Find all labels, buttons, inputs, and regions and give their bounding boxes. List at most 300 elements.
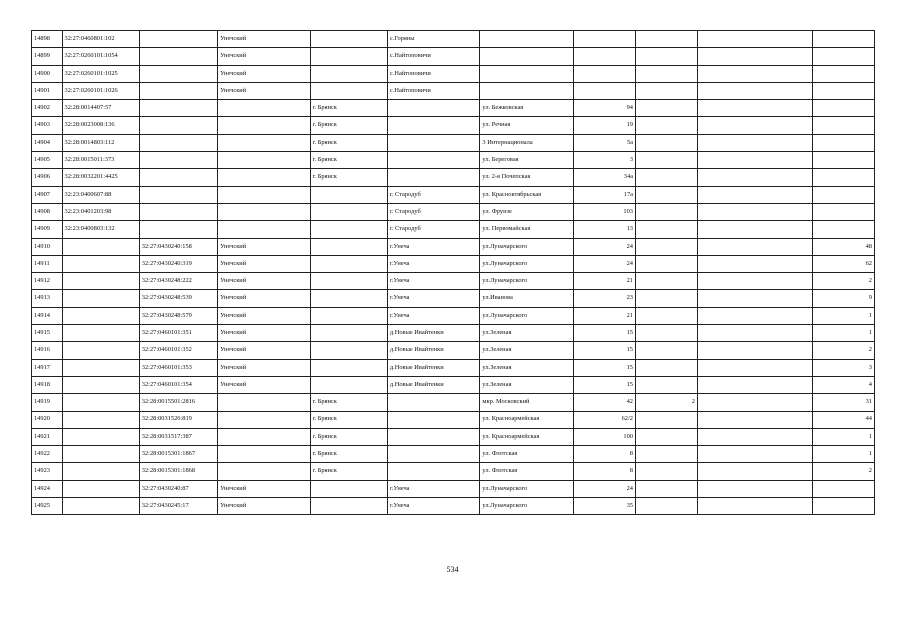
cell-extra xyxy=(698,169,813,186)
cell-apartment xyxy=(812,203,874,220)
cell-building xyxy=(635,463,697,480)
cell-apartment xyxy=(812,31,874,48)
cell-building xyxy=(635,134,697,151)
cell-city xyxy=(310,325,387,342)
cell-street: ул. Красноктябрьская xyxy=(480,186,574,203)
cell-apartment xyxy=(812,65,874,82)
cell-building xyxy=(635,255,697,272)
cell-cadastral-number-2: 32:27:0430248:579 xyxy=(139,307,217,324)
cell-apartment: 2 xyxy=(812,273,874,290)
cell-record-number: 14908 xyxy=(32,203,63,220)
cell-house: 62/2 xyxy=(573,411,635,428)
cell-extra xyxy=(698,480,813,497)
cell-street: ул.Луначарского xyxy=(480,480,574,497)
cell-house: 34а xyxy=(573,169,635,186)
cell-city xyxy=(310,498,387,515)
cell-cadastral-number xyxy=(62,307,139,324)
cell-settlement: г.Унеча xyxy=(387,238,480,255)
cell-street: ул.Луначарского xyxy=(480,273,574,290)
cell-building xyxy=(635,169,697,186)
cell-apartment: 2 xyxy=(812,342,874,359)
cell-district: Унечский xyxy=(218,342,311,359)
cell-record-number: 14899 xyxy=(32,48,63,65)
cell-street: ул. Красноармейская xyxy=(480,428,574,445)
cell-settlement xyxy=(387,411,480,428)
cell-cadastral-number: 32:27:0260101:1025 xyxy=(62,65,139,82)
cell-street: ул.Луначарского xyxy=(480,238,574,255)
cell-cadastral-number: 32:28:0014407:57 xyxy=(62,100,139,117)
cell-cadastral-number: 32:23:0400607:88 xyxy=(62,186,139,203)
cell-apartment xyxy=(812,186,874,203)
cell-city xyxy=(310,359,387,376)
cell-street: ул.Зеленая xyxy=(480,359,574,376)
cell-record-number: 14924 xyxy=(32,480,63,497)
cell-house: 13 xyxy=(573,221,635,238)
cell-district: Унечский xyxy=(218,290,311,307)
cell-building xyxy=(635,82,697,99)
cell-record-number: 14911 xyxy=(32,255,63,272)
cell-street: ул.Иванова xyxy=(480,290,574,307)
cell-settlement xyxy=(387,394,480,411)
cell-district: Унечский xyxy=(218,255,311,272)
cell-settlement: г.Унеча xyxy=(387,307,480,324)
cell-cadastral-number: 32:28:0023008:136 xyxy=(62,117,139,134)
cell-cadastral-number-2: 32:27:0460101:351 xyxy=(139,325,217,342)
cell-cadastral-number-2 xyxy=(139,169,217,186)
cell-building xyxy=(635,290,697,307)
cell-cadastral-number xyxy=(62,255,139,272)
cell-apartment xyxy=(812,480,874,497)
table-row xyxy=(32,307,875,324)
cell-street: ул. Флотская xyxy=(480,446,574,463)
cell-street: ул. Красноармейская xyxy=(480,411,574,428)
cell-settlement: г.Унеча xyxy=(387,498,480,515)
table-row xyxy=(32,480,875,497)
cell-cadastral-number-2 xyxy=(139,100,217,117)
cell-cadastral-number-2 xyxy=(139,186,217,203)
table-row xyxy=(32,463,875,480)
cell-street: ул. Береговая xyxy=(480,152,574,169)
cell-house: 94 xyxy=(573,100,635,117)
cell-settlement xyxy=(387,446,480,463)
table-row xyxy=(32,411,875,428)
cell-cadastral-number xyxy=(62,238,139,255)
cell-house: 3 xyxy=(573,152,635,169)
cell-record-number: 14903 xyxy=(32,117,63,134)
cell-settlement: д.Новые Ивайтенки xyxy=(387,342,480,359)
cell-settlement: г. Стародуб xyxy=(387,203,480,220)
cell-district xyxy=(218,394,311,411)
cell-building xyxy=(635,31,697,48)
cell-building xyxy=(635,446,697,463)
cell-cadastral-number xyxy=(62,394,139,411)
cell-district xyxy=(218,117,311,134)
cell-house xyxy=(573,48,635,65)
cell-street xyxy=(480,82,574,99)
cell-cadastral-number-2: 32:27:0430248:539 xyxy=(139,290,217,307)
page-number: 534 xyxy=(446,565,459,574)
cell-district xyxy=(218,463,311,480)
cell-cadastral-number-2 xyxy=(139,48,217,65)
cell-cadastral-number-2: 32:28:0031526:819 xyxy=(139,411,217,428)
cell-building xyxy=(635,411,697,428)
cell-city xyxy=(310,290,387,307)
cell-cadastral-number: 32:23:0400803:132 xyxy=(62,221,139,238)
cell-building xyxy=(635,152,697,169)
cell-house: 21 xyxy=(573,307,635,324)
cell-apartment: 44 xyxy=(812,411,874,428)
cell-house: 15 xyxy=(573,376,635,393)
cell-street: ул.Зеленая xyxy=(480,325,574,342)
cell-cadastral-number: 32:27:0260101:1026 xyxy=(62,82,139,99)
cell-district xyxy=(218,134,311,151)
cell-apartment: 62 xyxy=(812,255,874,272)
cell-cadastral-number xyxy=(62,446,139,463)
cell-cadastral-number: 32:28:0015011:373 xyxy=(62,152,139,169)
cell-apartment xyxy=(812,100,874,117)
cell-cadastral-number xyxy=(62,290,139,307)
cell-apartment: 48 xyxy=(812,238,874,255)
cell-building xyxy=(635,342,697,359)
cell-record-number: 14922 xyxy=(32,446,63,463)
cell-apartment: 31 xyxy=(812,394,874,411)
cell-record-number: 14916 xyxy=(32,342,63,359)
cell-house xyxy=(573,31,635,48)
cell-district xyxy=(218,428,311,445)
cell-street: ул. Бежковская xyxy=(480,100,574,117)
cell-district: Унечский xyxy=(218,325,311,342)
cell-settlement: г. Стародуб xyxy=(387,221,480,238)
cell-city xyxy=(310,186,387,203)
table-row xyxy=(32,152,875,169)
cell-city xyxy=(310,273,387,290)
cell-settlement xyxy=(387,428,480,445)
cell-record-number: 14923 xyxy=(32,463,63,480)
cell-street: мкр. Московский xyxy=(480,394,574,411)
cell-apartment xyxy=(812,134,874,151)
table-row xyxy=(32,100,875,117)
cell-cadastral-number-2: 32:28:0031517:387 xyxy=(139,428,217,445)
cell-record-number: 14905 xyxy=(32,152,63,169)
cell-settlement: с.Найтоповичи xyxy=(387,82,480,99)
cell-district xyxy=(218,221,311,238)
cell-house: 17а xyxy=(573,186,635,203)
cell-house: 24 xyxy=(573,238,635,255)
cell-house: 100 xyxy=(573,428,635,445)
cell-house: 15 xyxy=(573,359,635,376)
cell-settlement: г.Унеча xyxy=(387,480,480,497)
cell-city xyxy=(310,82,387,99)
cell-building xyxy=(635,428,697,445)
cell-apartment: 9 xyxy=(812,290,874,307)
cell-extra xyxy=(698,290,813,307)
cell-apartment: 4 xyxy=(812,376,874,393)
cell-record-number: 14919 xyxy=(32,394,63,411)
cell-district: Унечский xyxy=(218,48,311,65)
cell-extra xyxy=(698,307,813,324)
cell-building xyxy=(635,359,697,376)
cell-cadastral-number xyxy=(62,498,139,515)
cell-city: г. Брянск xyxy=(310,134,387,151)
cell-cadastral-number-2: 32:28:0015301:1867 xyxy=(139,446,217,463)
cell-building: 2 xyxy=(635,394,697,411)
table-row xyxy=(32,203,875,220)
cell-building xyxy=(635,376,697,393)
cell-house: 21 xyxy=(573,273,635,290)
cell-cadastral-number xyxy=(62,273,139,290)
cell-street xyxy=(480,48,574,65)
cell-cadastral-number-2: 32:27:0460101:354 xyxy=(139,376,217,393)
cell-house: 103 xyxy=(573,203,635,220)
cell-extra xyxy=(698,48,813,65)
cell-building xyxy=(635,100,697,117)
cell-building xyxy=(635,480,697,497)
cell-district: Унечский xyxy=(218,359,311,376)
cell-extra xyxy=(698,221,813,238)
cell-house: 42 xyxy=(573,394,635,411)
cell-building xyxy=(635,48,697,65)
cell-city: г. Брянск xyxy=(310,394,387,411)
cell-cadastral-number: 32:28:0032201:4425 xyxy=(62,169,139,186)
cell-record-number: 14915 xyxy=(32,325,63,342)
table-row xyxy=(32,325,875,342)
cell-building xyxy=(635,65,697,82)
table-row xyxy=(32,221,875,238)
cell-cadastral-number: 32:27:0460801:102 xyxy=(62,31,139,48)
cell-city xyxy=(310,342,387,359)
cell-settlement: г.Унеча xyxy=(387,290,480,307)
cell-house: 8 xyxy=(573,446,635,463)
cell-extra xyxy=(698,134,813,151)
cell-extra xyxy=(698,117,813,134)
cell-city: г. Брянск xyxy=(310,463,387,480)
cell-house: 24 xyxy=(573,480,635,497)
cell-extra xyxy=(698,31,813,48)
cell-city: г. Брянск xyxy=(310,152,387,169)
cell-cadastral-number-2 xyxy=(139,134,217,151)
cell-district: Унечский xyxy=(218,238,311,255)
cell-record-number: 14909 xyxy=(32,221,63,238)
table-row xyxy=(32,238,875,255)
cell-record-number: 14902 xyxy=(32,100,63,117)
table-row xyxy=(32,359,875,376)
cell-apartment xyxy=(812,498,874,515)
cell-city xyxy=(310,238,387,255)
cell-district: Унечский xyxy=(218,82,311,99)
cell-house xyxy=(573,65,635,82)
cell-city xyxy=(310,48,387,65)
cell-cadastral-number xyxy=(62,411,139,428)
cell-record-number: 14906 xyxy=(32,169,63,186)
cell-city xyxy=(310,307,387,324)
records-table xyxy=(31,30,875,515)
table-row xyxy=(32,169,875,186)
cell-building xyxy=(635,221,697,238)
cell-cadastral-number-2: 32:27:0430245:17 xyxy=(139,498,217,515)
cell-record-number: 14900 xyxy=(32,65,63,82)
table-row xyxy=(32,498,875,515)
cell-cadastral-number-2: 32:27:0460101:353 xyxy=(139,359,217,376)
cell-record-number: 14917 xyxy=(32,359,63,376)
cell-extra xyxy=(698,376,813,393)
cell-city xyxy=(310,203,387,220)
cell-building xyxy=(635,325,697,342)
cell-cadastral-number-2: 32:27:0430240:87 xyxy=(139,480,217,497)
cell-building xyxy=(635,307,697,324)
cell-cadastral-number-2 xyxy=(139,65,217,82)
cell-district: Унечский xyxy=(218,480,311,497)
cell-house: 24 xyxy=(573,255,635,272)
cell-cadastral-number-2 xyxy=(139,31,217,48)
cell-district: Унечский xyxy=(218,273,311,290)
cell-cadastral-number xyxy=(62,376,139,393)
cell-cadastral-number: 32:27:0260101:1054 xyxy=(62,48,139,65)
cell-cadastral-number-2: 32:27:0430248:222 xyxy=(139,273,217,290)
cell-street: ул. 2-я Почепская xyxy=(480,169,574,186)
cell-extra xyxy=(698,273,813,290)
cell-district xyxy=(218,169,311,186)
table-row xyxy=(32,342,875,359)
cell-record-number: 14921 xyxy=(32,428,63,445)
cell-extra xyxy=(698,359,813,376)
cell-record-number: 14920 xyxy=(32,411,63,428)
cell-cadastral-number xyxy=(62,480,139,497)
table-row xyxy=(32,273,875,290)
cell-settlement xyxy=(387,463,480,480)
cell-street: 3 Интернационала xyxy=(480,134,574,151)
cell-city xyxy=(310,65,387,82)
cell-apartment xyxy=(812,152,874,169)
table-row xyxy=(32,446,875,463)
cell-extra xyxy=(698,186,813,203)
cell-house: 19 xyxy=(573,117,635,134)
cell-apartment: 2 xyxy=(812,463,874,480)
cell-street: ул.Зеленая xyxy=(480,342,574,359)
cell-building xyxy=(635,186,697,203)
cell-record-number: 14904 xyxy=(32,134,63,151)
cell-settlement: с.Найтоповичи xyxy=(387,48,480,65)
cell-extra xyxy=(698,446,813,463)
cell-cadastral-number: 32:23:0401203:98 xyxy=(62,203,139,220)
table-row xyxy=(32,290,875,307)
table-row xyxy=(32,255,875,272)
cell-cadastral-number-2: 32:28:0015501:2816 xyxy=(139,394,217,411)
cell-district: Унечский xyxy=(218,498,311,515)
cell-street xyxy=(480,65,574,82)
cell-street: ул.Луначарского xyxy=(480,498,574,515)
cell-settlement: д.Новые Ивайтенки xyxy=(387,325,480,342)
cell-settlement xyxy=(387,100,480,117)
cell-extra xyxy=(698,238,813,255)
cell-cadastral-number xyxy=(62,342,139,359)
cell-cadastral-number-2 xyxy=(139,82,217,99)
cell-cadastral-number-2 xyxy=(139,203,217,220)
cell-cadastral-number xyxy=(62,325,139,342)
cell-building xyxy=(635,203,697,220)
cell-extra xyxy=(698,342,813,359)
cell-cadastral-number xyxy=(62,359,139,376)
table-row xyxy=(32,394,875,411)
cell-extra xyxy=(698,152,813,169)
cell-extra xyxy=(698,428,813,445)
cell-district: Унечский xyxy=(218,376,311,393)
cell-city: г. Брянск xyxy=(310,411,387,428)
cell-settlement xyxy=(387,134,480,151)
cell-apartment: 1 xyxy=(812,325,874,342)
cell-cadastral-number-2: 32:27:0430240:319 xyxy=(139,255,217,272)
cell-record-number: 14912 xyxy=(32,273,63,290)
cell-street: ул.Зеленая xyxy=(480,376,574,393)
cell-district xyxy=(218,411,311,428)
cell-apartment: 1 xyxy=(812,446,874,463)
cell-extra xyxy=(698,82,813,99)
cell-district: Унечский xyxy=(218,65,311,82)
cell-record-number: 14901 xyxy=(32,82,63,99)
cell-settlement: г.Унеча xyxy=(387,255,480,272)
cell-district: Унечский xyxy=(218,307,311,324)
cell-street: ул. Флотская xyxy=(480,463,574,480)
cell-extra xyxy=(698,411,813,428)
cell-record-number: 14918 xyxy=(32,376,63,393)
cell-extra xyxy=(698,463,813,480)
cell-cadastral-number-2 xyxy=(139,221,217,238)
cell-city: г. Брянск xyxy=(310,100,387,117)
table-row xyxy=(32,31,875,48)
cell-cadastral-number-2: 32:27:0460101:352 xyxy=(139,342,217,359)
cell-apartment xyxy=(812,82,874,99)
cell-record-number: 14914 xyxy=(32,307,63,324)
cell-extra xyxy=(698,394,813,411)
cell-apartment: 3 xyxy=(812,359,874,376)
cell-apartment xyxy=(812,221,874,238)
cell-street: ул. Фрунзе xyxy=(480,203,574,220)
cell-record-number: 14925 xyxy=(32,498,63,515)
cell-settlement: д.Новые Ивайтенки xyxy=(387,376,480,393)
cell-street: ул.Луначарского xyxy=(480,255,574,272)
cell-building xyxy=(635,238,697,255)
cell-cadastral-number-2 xyxy=(139,117,217,134)
table-row xyxy=(32,65,875,82)
cell-street: ул. Речная xyxy=(480,117,574,134)
cell-record-number: 14907 xyxy=(32,186,63,203)
cell-street: ул.Луначарского xyxy=(480,307,574,324)
cell-settlement xyxy=(387,117,480,134)
table-row xyxy=(32,82,875,99)
cell-record-number: 14910 xyxy=(32,238,63,255)
cell-house: 23 xyxy=(573,290,635,307)
cell-district xyxy=(218,152,311,169)
table-row xyxy=(32,376,875,393)
cell-city: г. Брянск xyxy=(310,446,387,463)
cell-cadastral-number-2: 32:28:0015301:1868 xyxy=(139,463,217,480)
cell-building xyxy=(635,117,697,134)
cell-extra xyxy=(698,325,813,342)
cell-city: г. Брянск xyxy=(310,428,387,445)
cell-city xyxy=(310,221,387,238)
cell-district xyxy=(218,100,311,117)
cell-settlement: с.Горяны xyxy=(387,31,480,48)
cell-street: ул. Первомайская xyxy=(480,221,574,238)
table-row xyxy=(32,186,875,203)
cell-city: г. Брянск xyxy=(310,169,387,186)
cell-building xyxy=(635,498,697,515)
cell-record-number: 14898 xyxy=(32,31,63,48)
cell-settlement xyxy=(387,152,480,169)
cell-settlement: г.Унеча xyxy=(387,273,480,290)
cell-extra xyxy=(698,255,813,272)
cell-settlement: д.Новые Ивайтенки xyxy=(387,359,480,376)
cell-extra xyxy=(698,203,813,220)
